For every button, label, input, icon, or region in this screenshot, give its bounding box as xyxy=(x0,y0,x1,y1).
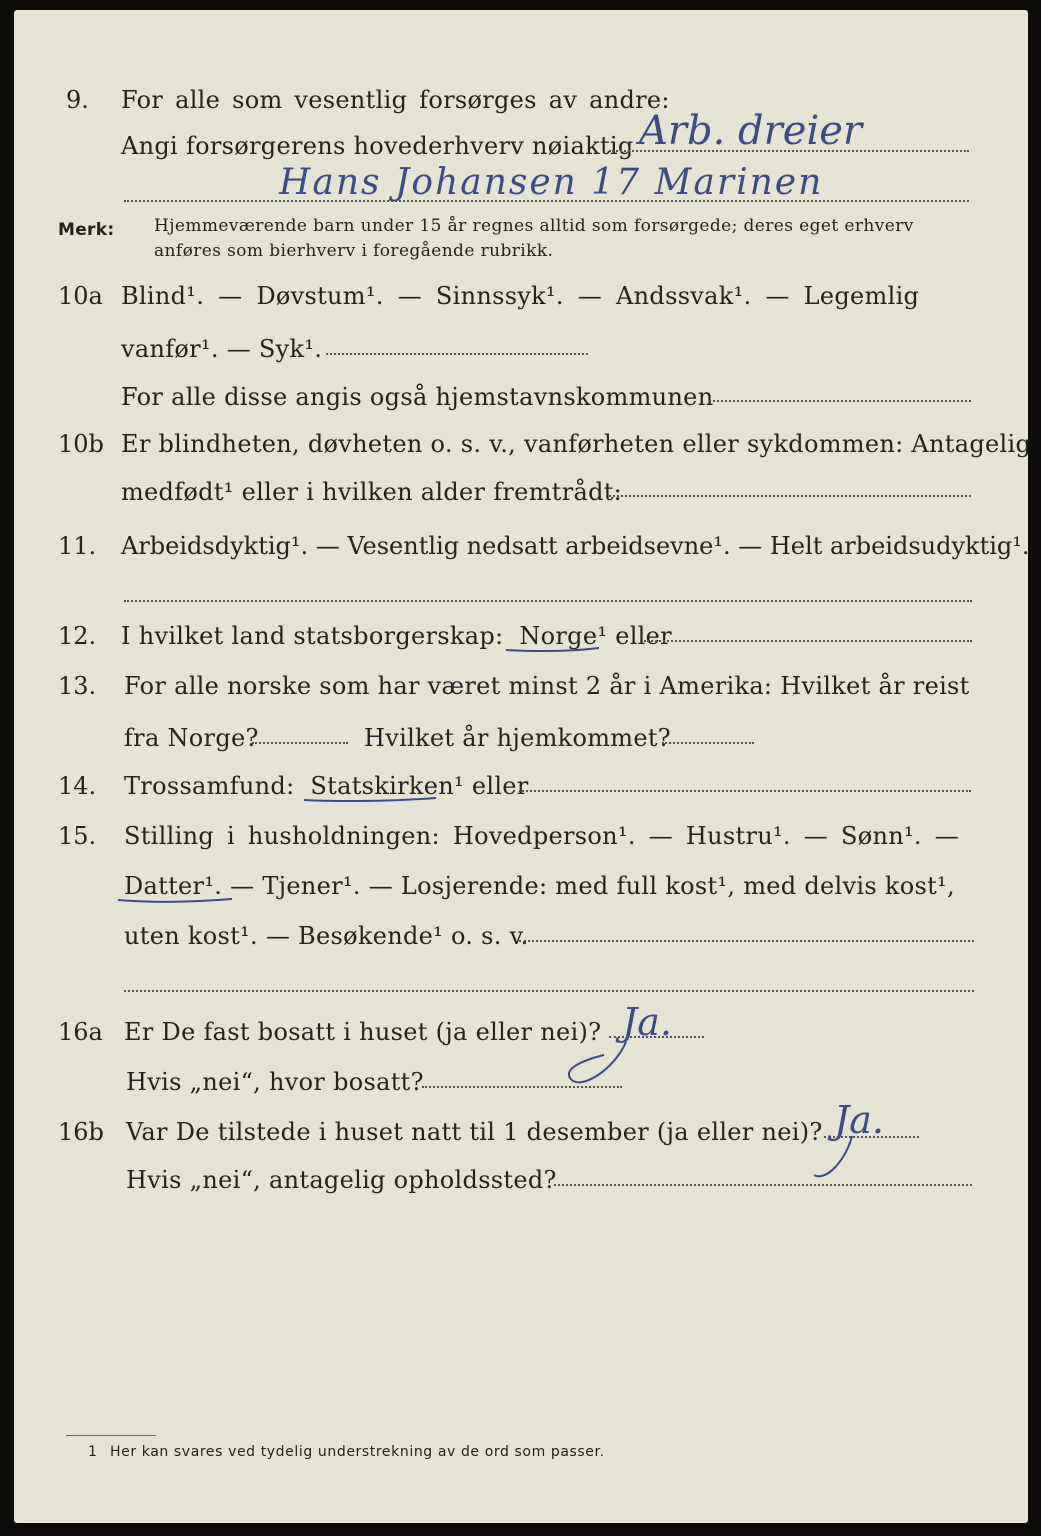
q14-suffix: eller xyxy=(471,772,529,800)
merk-line1: Hjemmeværende barn under 15 år regnes alltid som forsørgede; deres eget erhverv xyxy=(154,216,914,236)
q16a-line2: Hvis „nei“, hvor bosatt? xyxy=(126,1068,424,1096)
q15-datter-option: Datter¹. xyxy=(124,872,223,900)
ja-tail-stroke-16a xyxy=(569,1042,626,1082)
q11-number: 11. xyxy=(58,532,97,560)
statskirken-underline-stroke xyxy=(304,798,436,801)
q16b-handwritten-answer: Ja. xyxy=(834,1098,884,1142)
q12-suffix: eller xyxy=(615,622,672,650)
q9-handwritten-occupation: Arb. dreier xyxy=(639,108,863,154)
q10a-line1: Blind¹. — Døvstum¹. — Sinnssyk¹. — Andssvak¹. — Legemlig xyxy=(121,282,920,310)
ja-tail-stroke-16b xyxy=(814,1136,852,1176)
q10b-line1: Er blindheten, døvheten o. s. v., vanførheten eller sykdommen: Antagelig xyxy=(121,430,1032,458)
q10a-line2: vanfør¹. — Syk¹. xyxy=(121,335,323,363)
q11-line1: Arbeidsdyktig¹. — Vesentlig nedsatt arbeidsevne¹. — Helt arbeidsudyktig¹. xyxy=(121,532,1030,560)
q16a-handwritten-answer: Ja. xyxy=(622,1000,672,1044)
norge-underline-stroke xyxy=(506,648,599,651)
datter-underline-stroke xyxy=(118,899,232,902)
form-page xyxy=(14,10,1032,1523)
q14-number: 14. xyxy=(58,772,97,800)
q15-line2-rest: — Tjener¹. — Losjerende: med full kost¹, med delvis kost¹, xyxy=(230,872,955,900)
q14-statskirken-option: Statskirken¹ xyxy=(310,772,464,800)
q9-number: 9. xyxy=(66,86,89,114)
ink-underlines xyxy=(14,10,1028,1523)
q14-prefix: Trossamfund: xyxy=(124,772,295,800)
q16b-line2: Hvis „nei“, antagelig opholdssted? xyxy=(126,1166,557,1194)
q13-line2a: fra Norge? xyxy=(124,724,259,752)
merk-line2: anføres som bierhverv i foregående rubrikk. xyxy=(154,241,554,261)
q16a-line1: Er De fast bosatt i huset (ja eller nei)? xyxy=(124,1018,602,1046)
q13-line1: For alle norske som har været minst 2 år i Amerika: Hvilket år reist xyxy=(124,672,970,700)
q16a-number: 16a xyxy=(58,1018,103,1046)
q9-line2: Angi forsørgerens hovederhverv nøiaktig xyxy=(121,132,634,160)
q15-line3: uten kost¹. — Besøkende¹ o. s. v. xyxy=(124,922,529,950)
q16b-line1: Var De tilstede i huset natt til 1 desember (ja eller nei)? xyxy=(126,1118,823,1146)
q9-handwritten-provider: Hans Johansen 17 Marinen xyxy=(279,162,824,203)
q13-number: 13. xyxy=(58,672,97,700)
merk-label: Merk: xyxy=(58,220,115,240)
q13-line2b: Hvilket år hjemkommet? xyxy=(364,724,671,752)
footnote-text: Her kan svares ved tydelig understrekning av de ord som passer. xyxy=(110,1444,605,1460)
q10a-line3: For alle disse angis også hjemstavnskommunen xyxy=(121,383,714,411)
q12-norge-option: Norge¹ xyxy=(519,622,608,650)
q10a-number: 10a xyxy=(58,282,103,310)
q15-number: 15. xyxy=(58,822,97,850)
footnote-mark: 1 xyxy=(88,1444,98,1460)
q12-prefix: I hvilket land statsborgerskap: xyxy=(121,622,504,650)
q10b-line2: medfødt¹ eller i hvilken alder fremtrådt: xyxy=(121,478,623,506)
q12-number: 12. xyxy=(58,622,97,650)
q10b-number: 10b xyxy=(58,430,104,458)
q15-line1: Stilling i husholdningen: Hovedperson¹. — Hustru¹. — Sønn¹. — xyxy=(124,822,960,850)
q9-line1: For alle som vesentlig forsørges av andre: xyxy=(121,86,670,114)
q16b-number: 16b xyxy=(58,1118,104,1146)
